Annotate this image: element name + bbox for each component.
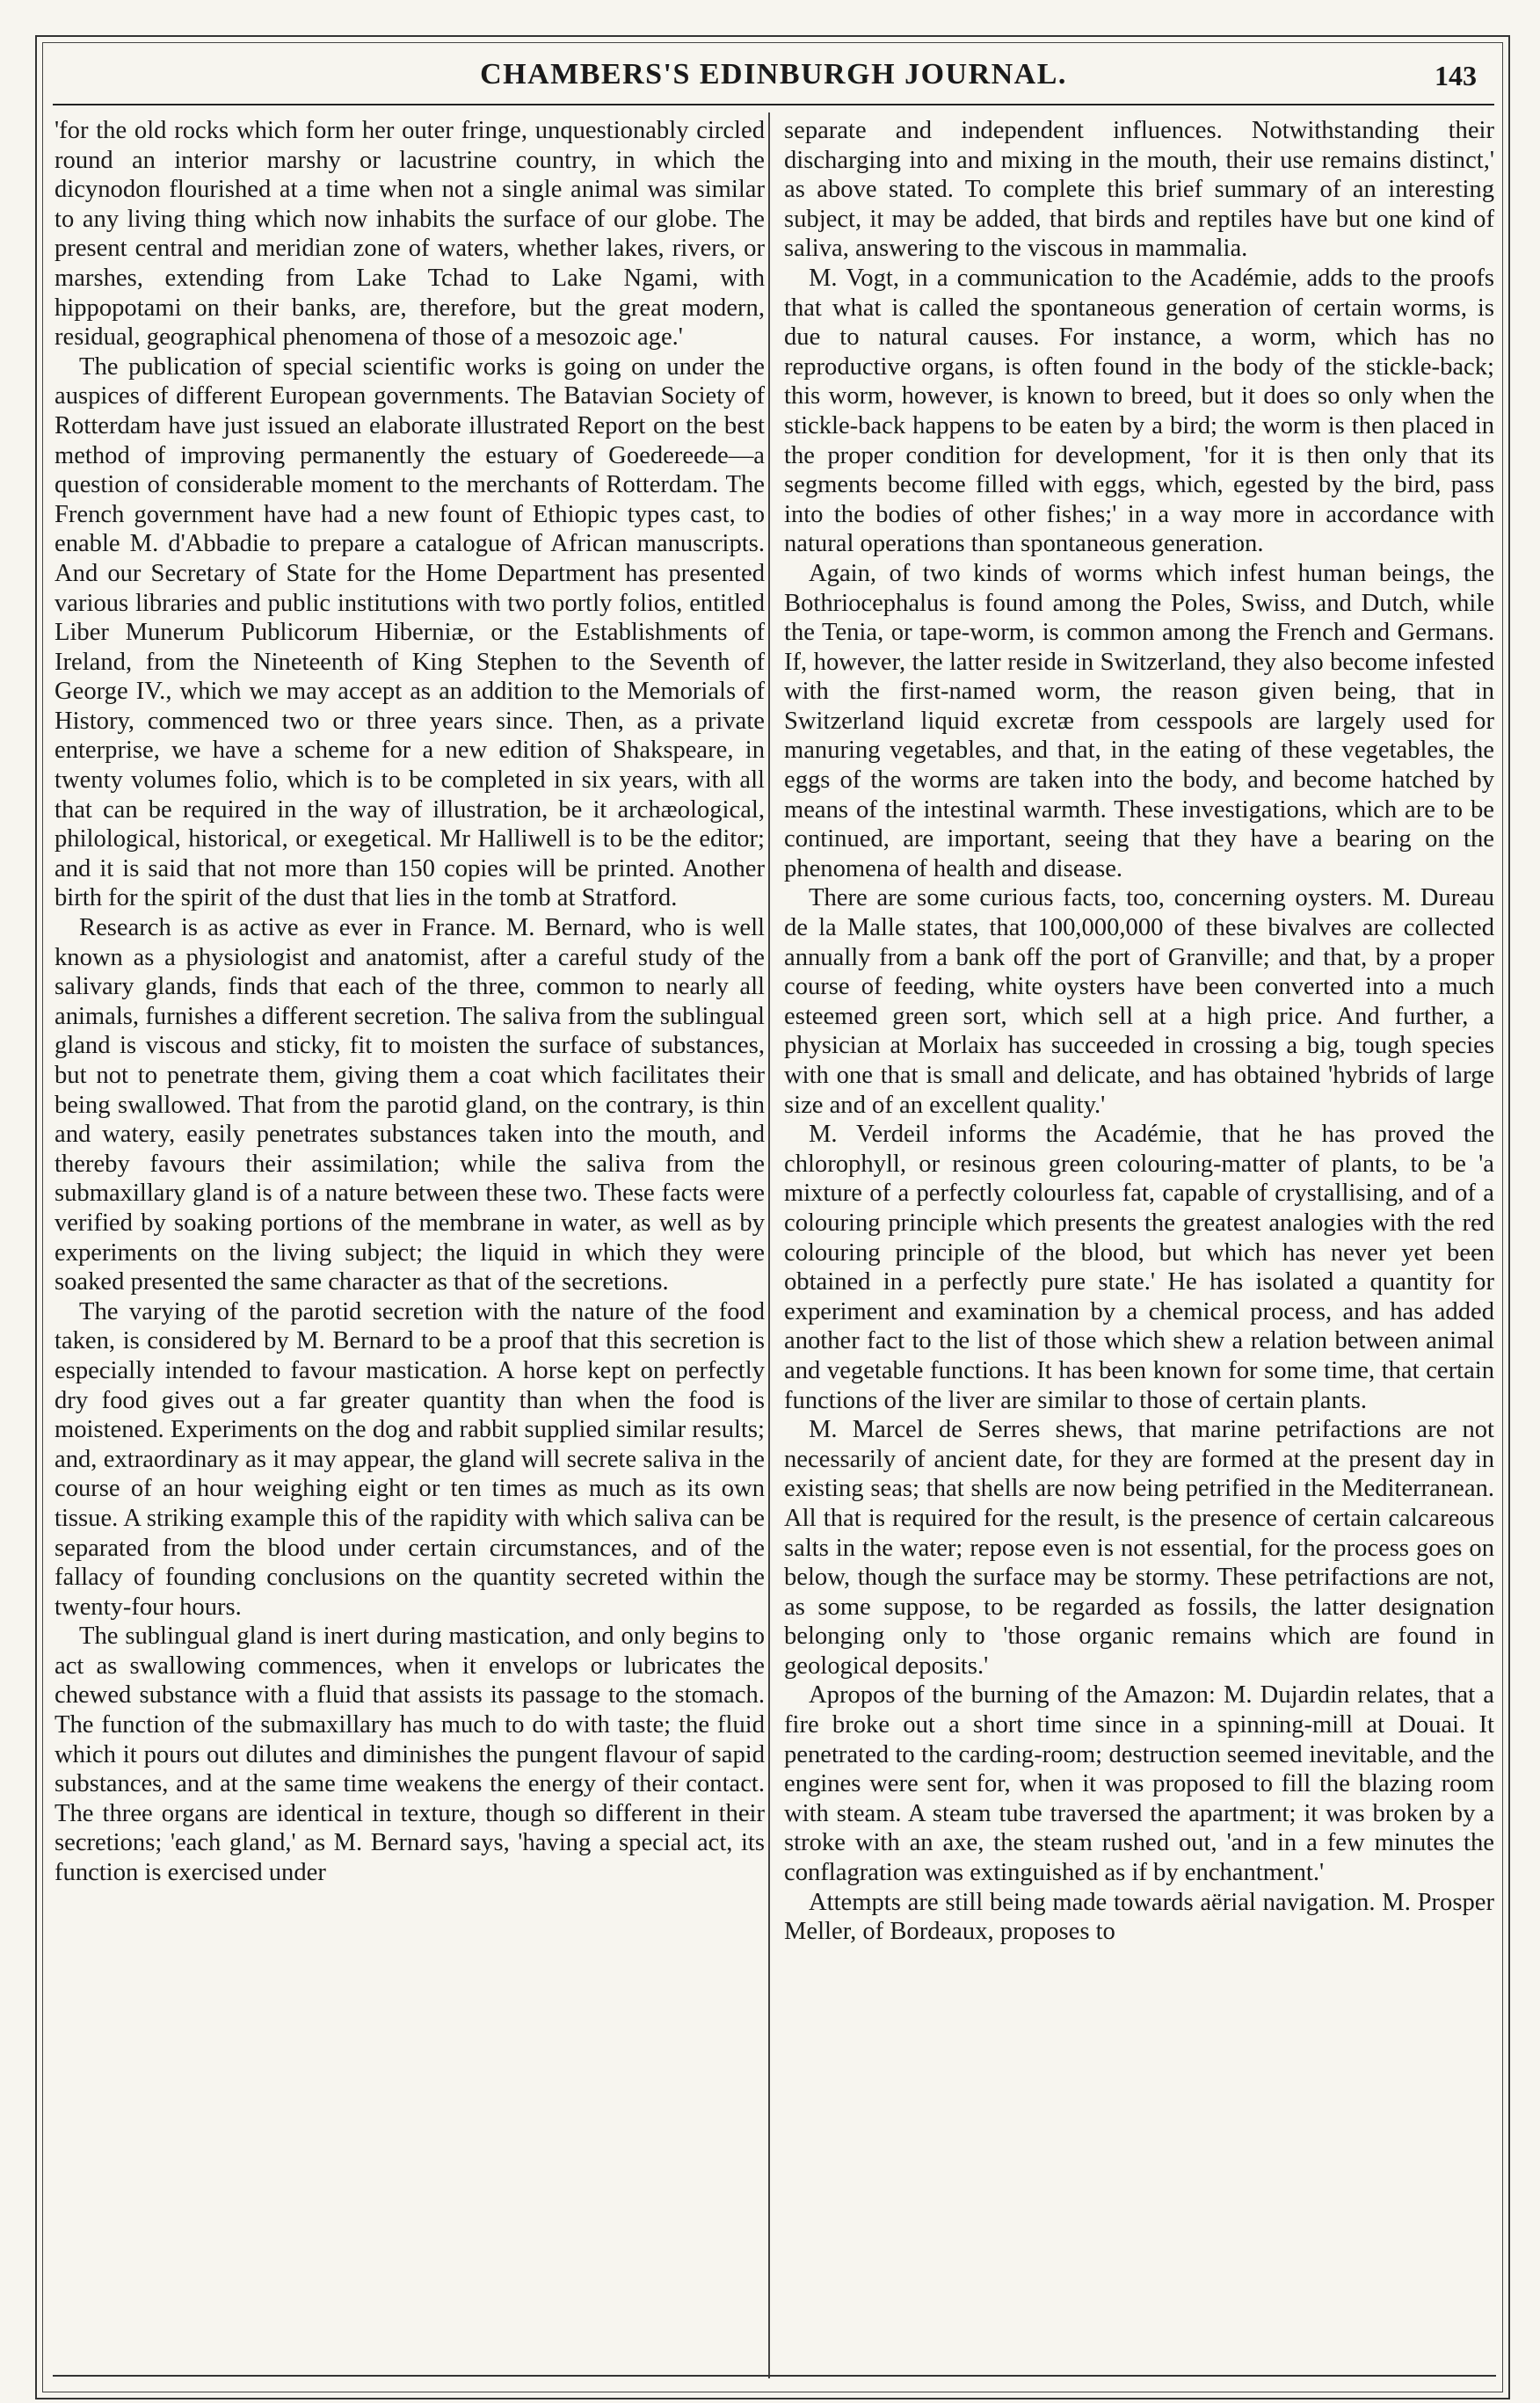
left-column — [54, 116, 765, 2366]
paragraph: Attempts are still being made towards aërial navigation. M. Prosper Meller, of Bordeaux, proposes to — [784, 1888, 1494, 1946]
bottom-rule — [53, 2375, 1496, 2377]
paragraph: M. Verdeil informs the Académie, that he has proved the chlorophyll, or resinous green colouring-matter of plants, to be 'a mixture of a perfectly colourless fat, capable of crystallising, and of a colouring principle which presents the greatest analogies with the red colouring principle of the blood, but which has never yet been obtained in a perfectly pure state.' He has isolated a quantity for experiment and examination by a chemical process, and has added another fact to the list of those which shew a relation between animal and vegetable functions. It has been known for some time, that certain functions of the liver are similar to those of certain plants. — [784, 1121, 1494, 1414]
page-number: 143 — [1435, 60, 1477, 91]
paragraph: There are some curious facts, too, concerning oysters. M. Dureau de la Malle states, that 100,000,000 of these bivalves are collected annually from a bank off the port of Granville; and that, by a proper course of feeding, white oysters have been converted into a much esteemed green sort, which sell at a high price. And further, a physician at Morlaix has succeeded in crossing a big, tough species with one that is small and delicate, and has obtained 'hybrids of large size and of an excellent quality.' — [784, 884, 1494, 1119]
paragraph: separate and independent influences. Notwithstanding their discharging into and mixing in the mouth, their use remains distinct,' as above stated. To complete this brief summary of an interesting subject, it may be added, that birds and reptiles have but one kind of saliva, answering to the viscous in mammalia. — [784, 117, 1494, 263]
paragraph: The publication of special scientific works is going on under the auspices of different European governments. The Batavian Society of Rotterdam have just issued an elaborate illustrated Report on the best method of improving permanently the estuary of Goedereede—a question of considerable moment to the merchants of Rotterdam. The French government have had a new fount of Ethiopic types cast, to enable M. d'Abbadie to prepare a catalogue of African manuscripts. And our Secretary of State for the Home Department has presented various libraries and public institutions with two portly folios, entitled Liber Munerum Publicorum Hiberniæ, or the Establishments of Ireland, from the Nineteenth of King Stephen to the Seventh of George IV., which we may accept as an addition to the Memorials of History, commenced two or three years since. Then, as a private enterprise, we have a scheme for a new edition of Shakspeare, in twenty volumes folio, which is to be completed in six years, with all that can be required in the way of illustration, be it archæological, philological, historical, or exegetical. Mr Halliwell is to be the editor; and it is said that not more than 150 copies will be printed. Another birth for the spirit of the dust that lies in the tomb at Stratford. — [54, 352, 765, 912]
paragraph: Again, of two kinds of worms which infest human beings, the Bothriocephalus is found among the Poles, Swiss, and Dutch, while the Tenia, or tape-worm, is common among the French and Germans. If, however, the latter reside in Switzerland, they also become infested with the first-named worm, the reason given being, that in Switzerland liquid excretæ from cesspools are largely used for manuring vegetables, and that, in the eating of these vegetables, the eggs of the worms are taken into the body, and become hatched by means of the intestinal warmth. These investigations, which are to be continued, are important, seeing that they have a bearing on the phenomena of health and disease. — [784, 559, 1494, 882]
paragraph: Apropos of the burning of the Amazon: M. Dujardin relates, that a fire broke out a short time since in a spinning-mill at Douai. It penetrated to the carding-room; destruction seemed inevitable, and the engines were sent for, when it was proposed to fill the blazing room with steam. A steam tube traversed the apartment; it was broken by a stroke with an axe, the steam rushed out, 'and in a few minutes the conflagration was extinguished as if by enchantment.' — [784, 1681, 1494, 1887]
paragraph: The varying of the parotid secretion with the nature of the food taken, is considered by M. Bernard to be a proof that this secretion is especially intended to favour mastication. A horse kept on perfectly dry food gives out a far greater quantity than when the food is moistened. Experiments on the dog and rabbit supplied similar results; and, extraordinary as it may appear, the gland will secrete saliva in the course of an hour weighing eight or ten times as much as its own tissue. A striking example this of the rapidity with which saliva can be separated from the blood under certain circumstances, and of the fallacy of founding conclusions on the quantity secreted within the twenty-four hours. — [54, 1297, 765, 1621]
right-column — [784, 116, 1494, 2366]
paragraph: Research is as active as ever in France. M. Bernard, who is well known as a physiologist and anatomist, after a careful study of the salivary glands, finds that each of the three, common to nearly all animals, furnishes a different secretion. The saliva from the sublingual gland is viscous and sticky, fit to moisten the surface of substances, but not to penetrate them, giving them a coat which facilitates their being swallowed. That from the parotid gland, on the contrary, is thin and watery, easily penetrates substances taken into the mouth, and thereby favours their assimilation; while the saliva from the submaxillary gland is of a nature between these two. These facts were verified by soaking portions of the membrane in water, as well as by experiments on the living subject; the liquid in which they were soaked presented the same character as that of the secretions. — [54, 914, 765, 1296]
paragraph: M. Marcel de Serres shews, that marine petrifactions are not necessarily of ancient date, for they are formed at the present day in existing seas; that shells are now being petrified in the Mediterranean. All that is required for the result, is the presence of certain calcareous salts in the water; repose even is not essential, for the process goes on below, though the surface may be stormy. These petrifactions are not, as some suppose, to be regarded as fossils, the latter designation belonging only to 'those organic remains which are found in geological deposits.' — [784, 1416, 1494, 1680]
paragraph: 'for the old rocks which form her outer fringe, unquestionably circled round an interior marshy or lacustrine country, in which the dicynodon flourished at a time when not a single animal was similar to any living thing which now inhabits the surface of our globe. The present central and meridian zone of waters, whether lakes, rivers, or marshes, extending from Lake Tchad to Lake Ngami, with hippopotami on their banks, are, therefore, but the great modern, residual, geographical phenomena of those of a mesozoic age.' — [54, 117, 765, 352]
journal-title: CHAMBERS'S EDINBURGH JOURNAL. — [480, 58, 1067, 91]
column-divider — [768, 113, 770, 2378]
paragraph: M. Vogt, in a communication to the Académie, adds to the proofs that what is called the spontaneous generation of certain worms, is due to natural causes. For instance, a worm, which has no reproductive organs, is often found in the body of the stickle-back; this worm, however, is known to breed, but it does so only when the stickle-back happens to be eaten by a bird; the worm is then placed in the proper condition for development, 'for it is then only that its segments become filled with eggs, which, egested by the bird, pass into the bodies of other fishes;' in a way more in accordance with natural operations than spontaneous generation. — [784, 264, 1494, 558]
running-header — [53, 51, 1494, 105]
paragraph: The sublingual gland is inert during mastication, and only begins to act as swallowing commences, when it envelops or lubricates the chewed substance with a fluid that assists its passage to the stomach. The function of the submaxillary has much to do with taste; the fluid which it pours out dilutes and diminishes the pungent flavour of sapid substances, and at the same time weakens the energy of their contact. The three organs are identical in texture, though so different in their secretions; 'each gland,' as M. Bernard says, 'having a special act, its function is exercised under — [54, 1623, 765, 1887]
